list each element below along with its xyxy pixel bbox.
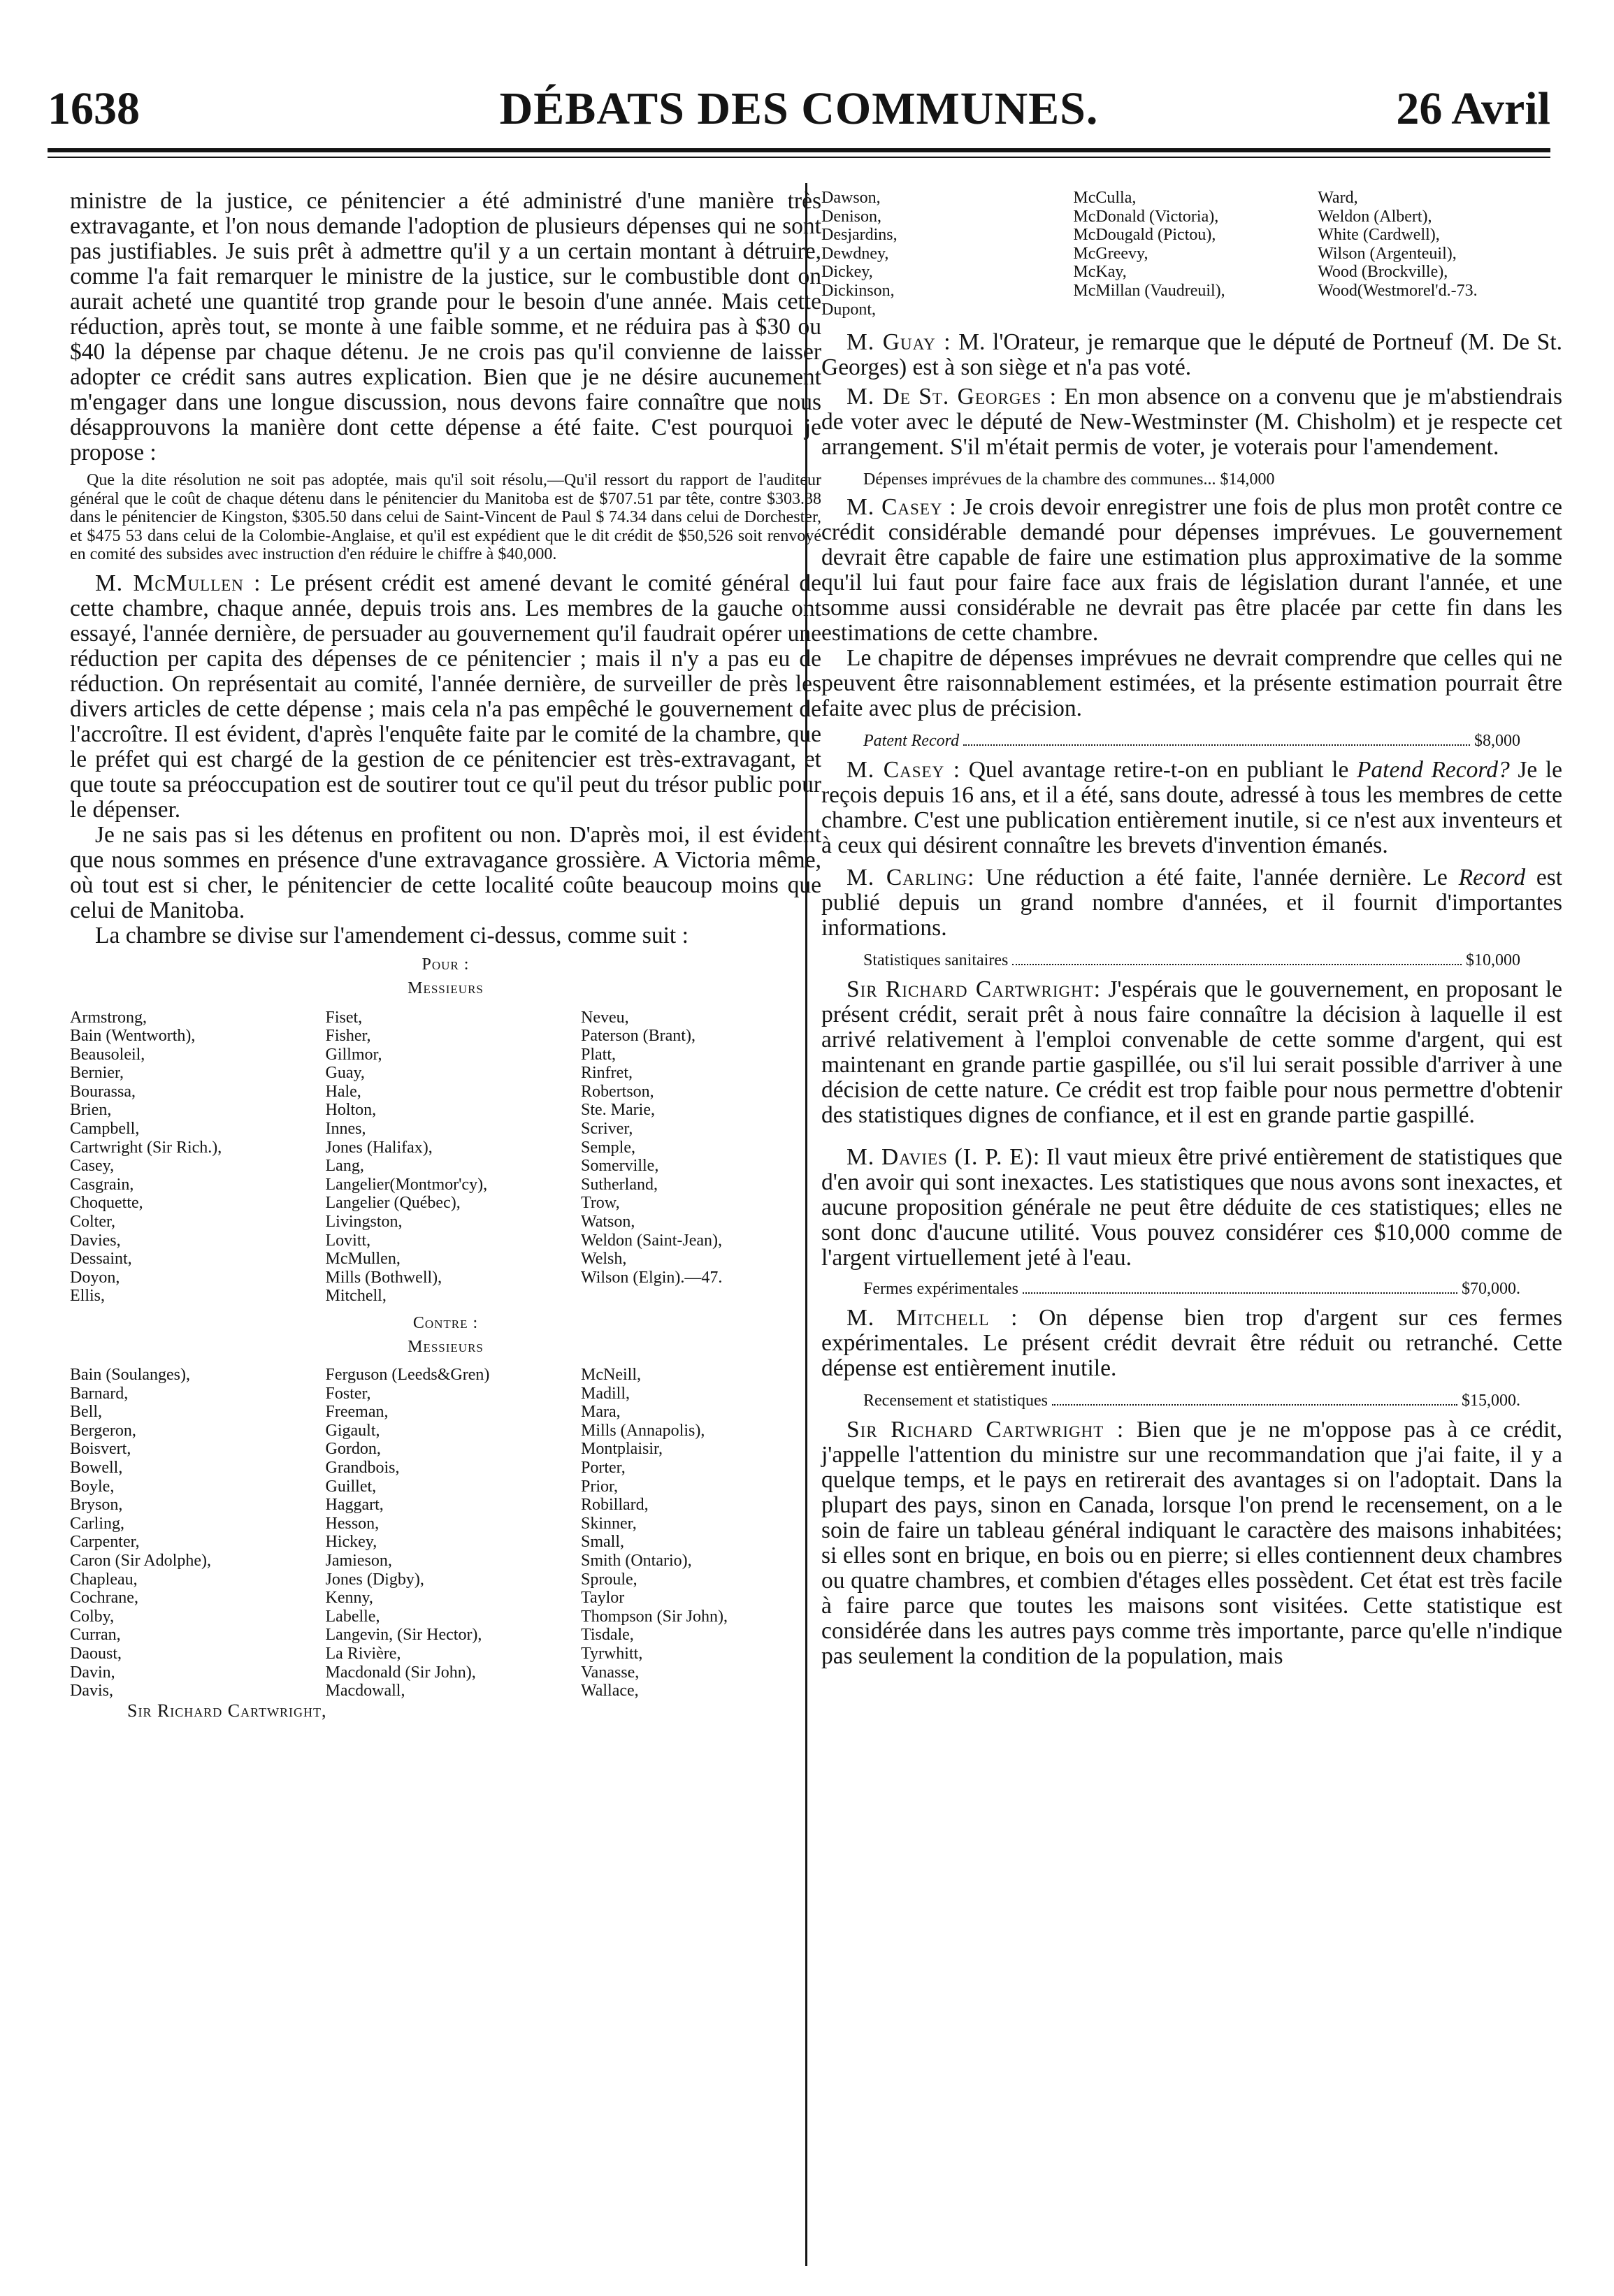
member-name: Wood (Brockville), xyxy=(1318,263,1448,282)
name-row xyxy=(70,1232,821,1250)
member-name: Brien, xyxy=(70,1101,112,1120)
member-name: Haggart, xyxy=(325,1496,384,1515)
speech xyxy=(821,1145,1562,1271)
speech xyxy=(821,758,1562,858)
paragraph: Je ne sais pas si les détenus en profitent ou non. D'après moi, il est évident que nous sommes en présence d'une extravagance grossière. A Victoria même, où tout est si cher, le pénitencier de cette localité coûte beaucoup moins que celui de Manitoba. xyxy=(70,821,821,923)
speaker-name: M. McMullen : xyxy=(95,570,261,596)
estimate-label: Statistiques sanitaires xyxy=(863,951,1009,970)
vote-list-contre xyxy=(70,1366,821,1701)
name-row xyxy=(70,1269,821,1287)
name-row xyxy=(70,1682,821,1701)
member-name: Bell, xyxy=(70,1403,102,1422)
speech xyxy=(821,495,1562,646)
speech-text: On dépense bien trop d'argent sur ces fermes expérimentales. Le présent crédit devrait être réduit ou retranché. Cette dépense est entièrement inutile. xyxy=(821,1305,1562,1382)
member-name: Boisvert, xyxy=(70,1440,131,1459)
member-name: Campbell, xyxy=(70,1120,140,1139)
publication-title: Patend Record? xyxy=(1356,757,1510,784)
vote-list-last: Sir Richard Cartwright, xyxy=(127,1700,327,1721)
member-name: White (Cardwell), xyxy=(1318,226,1440,245)
member-name: Langevin, (Sir Hector), xyxy=(325,1626,482,1645)
page-number: 1638 xyxy=(48,83,140,134)
member-name: Bain (Wentworth), xyxy=(70,1027,196,1046)
name-row xyxy=(821,226,1562,245)
speaker-name: M. Carling: xyxy=(846,865,975,891)
page-title: DÉBATS DES COMMUNES. xyxy=(499,83,1099,134)
member-name: Grandbois, xyxy=(325,1458,400,1477)
paragraph: Le chapitre de dépenses imprévues ne devrait comprendre que celles qui ne peuvent être raisonnablement estimées, et la présente estimation pourrait être faite avec plus de précision. xyxy=(821,645,1562,722)
paragraph: La chambre se divise sur l'amendement ci-dessus, comme suit : xyxy=(95,922,689,948)
member-name: McNeill, xyxy=(581,1366,641,1384)
vote-list-pour xyxy=(70,1009,821,1306)
member-name: Wilson (Argenteuil), xyxy=(1318,244,1457,263)
speech-text: Quel avantage retire-t-on en publiant le xyxy=(968,757,1349,784)
speech xyxy=(821,384,1562,460)
header-rule-thin xyxy=(48,157,1550,158)
name-row xyxy=(70,1139,821,1157)
speaker-name: Sir Richard Cartwright : xyxy=(846,1417,1125,1443)
member-name: Davin, xyxy=(70,1663,115,1682)
member-name: Lang, xyxy=(325,1157,364,1176)
member-name: Bernier, xyxy=(70,1064,124,1083)
member-name: Innes, xyxy=(325,1120,366,1139)
speech-text: Je le reçois depuis 16 ans, et il a été, sans doute, adressé à tous les membres de cette chambre. C'est une publication entièrement inutile, si ce n'est aux inventeurs et à ceux qui désirent connaître les brevets d'invention émanés. xyxy=(821,757,1563,859)
member-name: Porter, xyxy=(581,1458,626,1477)
member-name: Daoust, xyxy=(70,1644,122,1663)
estimate-amount: $14,000 xyxy=(1220,470,1275,489)
publication-title: Record xyxy=(1458,865,1526,891)
paragraph: ministre de la justice, ce pénitencier a été administré d'une manière très extravagante, et l'on nous demande l'adoption de plusieurs dépenses qui ne sont pas justifiables. Je suis prêt à admettre qu'il y a un certain montant à détruire, comme l'a fait remarquer le ministre de la justice, sur le combustible dont on aurait acheté une quantité trop grande pour le besoin d'une année. Mais cette réduction, après tout, se monte à une faible somme, et ne réduira pas à $30 ou $40 la dépense par chaque détenu. Je ne crois pas qu'il convienne de laisser adopter ce crédit sans autres explication. Bien que je ne désire aucunement m'engager dans une longue discussion, nous devons faire connaître que nous désapprouvons la manière dont cette dépense a été faite. C'est pourquoi je propose : xyxy=(70,188,821,465)
member-name: Hale, xyxy=(325,1082,361,1101)
member-name: Choquette, xyxy=(70,1194,143,1213)
speech-text: J'espérais que le gouvernement, en proposant le présent crédit, serait prêt à nous faire connaître la décision à laquelle il est arrivé relativement à l'emploi convenable de cette somme d'argent, qui est maintenant en grande partie gaspillée, ou s'il lui serait possible d'arriver à une décision de cette nature. Ce crédit est trop faible pour nous permettre d'obtenir des statistiques dignes de confiance, et il est en grande partie gaspillé. xyxy=(821,976,1563,1129)
estimate-amount: $10,000 xyxy=(1466,951,1520,970)
member-name: Holton, xyxy=(325,1101,377,1120)
member-name: Carling, xyxy=(70,1514,124,1533)
member-name: Bryson, xyxy=(70,1496,123,1515)
member-name: Scriver, xyxy=(581,1120,633,1139)
name-row xyxy=(70,1645,821,1663)
name-row xyxy=(70,1478,821,1496)
member-name: Paterson (Brant), xyxy=(581,1027,696,1046)
name-row xyxy=(70,1046,821,1064)
estimate-label: Fermes expérimentales xyxy=(863,1280,1018,1299)
member-name: Cartwright (Sir Rich.), xyxy=(70,1138,222,1157)
name-row xyxy=(70,1157,821,1176)
member-name: Bergeron, xyxy=(70,1421,136,1440)
name-row xyxy=(70,1009,821,1027)
member-name: Livingston, xyxy=(325,1213,403,1232)
member-name: Watson, xyxy=(581,1213,635,1232)
member-name: Robertson, xyxy=(581,1082,654,1101)
estimate-item xyxy=(863,468,1520,491)
member-name: Dickinson, xyxy=(821,281,895,300)
speaker-name: M. Casey : xyxy=(846,757,961,784)
left-column xyxy=(70,189,821,1721)
member-name: Macdonald (Sir John), xyxy=(325,1663,476,1682)
member-name: Ferguson (Leeds&Gren) xyxy=(325,1366,490,1384)
member-name: Gigault, xyxy=(325,1421,380,1440)
member-name: Casey, xyxy=(70,1157,115,1176)
member-name: Mara, xyxy=(581,1403,621,1422)
member-name: Sutherland, xyxy=(581,1175,658,1194)
member-name: Labelle, xyxy=(325,1607,380,1626)
vote-subheading: Messieurs xyxy=(408,979,484,997)
vote-subheading: Messieurs xyxy=(408,1338,484,1356)
speaker-name: M. Casey : xyxy=(846,494,957,521)
member-name: Smith (Ontario), xyxy=(581,1551,692,1570)
speech xyxy=(821,330,1562,380)
member-name: Ste. Marie, xyxy=(581,1101,655,1120)
speech-text: Il vaut mieux être privé entièrement de statistiques que d'en avoir qui sont inexactes. Les statistiques que nous avons sont inexactes, et aucune proposition générale ne peut être déduite de ces statistiques; elles ne sont donc d'aucune utilité. Vous pouvez considérer ces $10,000 comme de l'argent virtuellement jeté à l'eau. xyxy=(821,1144,1563,1271)
member-name: Carpenter, xyxy=(70,1533,140,1552)
name-row xyxy=(821,263,1562,282)
member-name: McCulla, xyxy=(1073,189,1137,207)
member-name: Tyrwhitt, xyxy=(581,1644,643,1663)
name-row xyxy=(70,1422,821,1441)
estimate-amount: $15,000. xyxy=(1462,1392,1520,1410)
name-row xyxy=(70,1589,821,1608)
member-name: Gordon, xyxy=(325,1440,381,1459)
member-name: Dickey, xyxy=(821,263,873,282)
member-name: Hesson, xyxy=(325,1514,380,1533)
member-name: Guillet, xyxy=(325,1477,377,1496)
member-name: Ward, xyxy=(1318,189,1358,207)
member-name: McDougald (Pictou), xyxy=(1073,226,1216,245)
member-name: Weldon (Albert), xyxy=(1318,207,1432,226)
name-row xyxy=(70,1176,821,1194)
estimate-item xyxy=(863,1389,1520,1412)
member-name: Mitchell, xyxy=(325,1287,387,1306)
name-row xyxy=(70,1515,821,1533)
right-column xyxy=(821,189,1562,1669)
estimate-amount: $70,000. xyxy=(1462,1280,1520,1299)
speaker-name: M. De St. Georges : xyxy=(846,384,1058,410)
speaker-name: Sir Richard Cartwright: xyxy=(846,976,1102,1003)
member-name: Ellis, xyxy=(70,1287,106,1306)
member-name xyxy=(581,1287,821,1306)
speaker-name: M. Mitchell : xyxy=(846,1305,1018,1331)
header-rule-thick xyxy=(48,148,1550,152)
member-name: Bowell, xyxy=(70,1458,123,1477)
speech xyxy=(821,865,1562,941)
member-name: Montplaisir, xyxy=(581,1440,663,1459)
member-name: Taylor xyxy=(581,1589,625,1608)
member-name: Jamieson, xyxy=(325,1551,392,1570)
name-row xyxy=(70,1120,821,1139)
name-row xyxy=(70,1440,821,1459)
estimate-item xyxy=(863,949,1520,972)
estimate-label: Patent Record xyxy=(863,732,960,751)
member-name: Bain (Soulanges), xyxy=(70,1366,190,1384)
member-name: Beausoleil, xyxy=(70,1045,145,1064)
member-name: Madill, xyxy=(581,1384,630,1403)
member-name: Skinner, xyxy=(581,1514,637,1533)
member-name: Thompson (Sir John), xyxy=(581,1607,728,1626)
speech-text: Une réduction a été faite, l'année dernière. Le xyxy=(986,865,1448,891)
vote-list-contre-continued xyxy=(821,189,1562,319)
speech xyxy=(821,1306,1562,1381)
estimate-label: Recensement et statistiques xyxy=(863,1392,1048,1410)
member-name: McDonald (Victoria), xyxy=(1073,207,1219,226)
member-name xyxy=(1318,301,1562,319)
name-row xyxy=(70,1385,821,1403)
member-name: Tisdale, xyxy=(581,1626,634,1645)
speech-text: M. l'Orateur, je remarque que le député de Portneuf (M. De St. Georges) est à son siège et n'a pas voté. xyxy=(821,329,1562,381)
name-row xyxy=(70,1027,821,1046)
member-name: McMillan (Vaudreuil), xyxy=(1073,281,1225,300)
speech xyxy=(821,977,1562,1128)
member-name: Dawson, xyxy=(821,189,881,207)
member-name: Langelier(Montmor'cy), xyxy=(325,1175,488,1194)
member-name: Dupont, xyxy=(821,300,876,319)
name-row xyxy=(70,1496,821,1515)
name-row xyxy=(70,1250,821,1269)
member-name: Dewdney, xyxy=(821,244,889,263)
member-name: Curran, xyxy=(70,1626,121,1645)
name-row xyxy=(821,189,1562,208)
name-row xyxy=(70,1663,821,1682)
name-row xyxy=(70,1101,821,1120)
member-name: Kenny, xyxy=(325,1589,373,1608)
member-name: Boyle, xyxy=(70,1477,115,1496)
member-name: Desjardins, xyxy=(821,226,898,245)
speech xyxy=(70,571,821,823)
speech-text: Le présent crédit est amené devant le comité général de cette chambre, chaque année, depuis trois ans. Les membres de la gauche ont essayé, l'année dernière, de persuader au gouvernement qu'il faudrait opérer une réduction per capita des dépenses de ce pénitencier ; mais il n'y a pas eu de réduction. On représentait au comité, l'année dernière, de surveiller de près les divers articles de cette dépense ; mais cela n'a pas empêché le gouvernement de l'accroître. Il est évident, d'après l'enquête faite par le comité de la chambre, que le préfet qui est chargé de la gestion de ce pénitencier est très-extravagant, et que toute sa préoccupation est de soutirer tout ce qu'il peut du trésor public pour le dépenser. xyxy=(70,570,821,823)
member-name: Wallace, xyxy=(581,1682,639,1701)
member-name: Barnard, xyxy=(70,1384,129,1403)
leader-dots xyxy=(1012,949,1462,965)
name-row xyxy=(70,1064,821,1083)
member-name: Casgrain, xyxy=(70,1175,134,1194)
member-name: Trow, xyxy=(581,1194,620,1213)
member-name: Robillard, xyxy=(581,1496,649,1515)
member-name: Armstrong, xyxy=(70,1008,147,1027)
member-name: Prior, xyxy=(581,1477,619,1496)
member-name: La Rivière, xyxy=(325,1644,401,1663)
member-name: McMullen, xyxy=(325,1250,401,1269)
page-date: 26 Avril xyxy=(1396,83,1550,134)
member-name: Weldon (Saint-Jean), xyxy=(581,1231,723,1250)
name-row xyxy=(70,1571,821,1589)
motion-text: Que la dite résolution ne soit pas adoptée, mais qu'il soit résolu,—Qu'il ressort du rapport de l'auditeur général que le coût de chaque détenu dans le pénitencier du Manitoba est de $707.51 par tête, contre $303.38 dans le pénitencier de Kingston, $305.50 dans celui de Saint-Vincent de Paul $ 74.34 dans celui de Dorchester, et $475 53 dans celui de la Colombie-Anglaise, et qu'il est expédient que le dit crédit de $50,526 soit renvoyé en comité des subsides avec instruction d'en réduire le chiffre à $40,000. xyxy=(70,471,821,563)
estimate-label: Dépenses imprévues de la chambre des communes... xyxy=(863,470,1216,489)
member-name: Caron (Sir Adolphe), xyxy=(70,1551,211,1570)
vote-heading-contre: Contre : xyxy=(412,1314,479,1332)
speaker-name: M. Davies (I. P. E): xyxy=(846,1144,1041,1171)
name-row xyxy=(70,1083,821,1102)
name-row xyxy=(70,1626,821,1645)
leader-dots xyxy=(963,730,1470,746)
member-name: Fiset, xyxy=(325,1008,363,1027)
member-name: Colter, xyxy=(70,1213,116,1232)
speech-text: est publié depuis un grand nombre d'années, et il fournit d'importantes informations. xyxy=(821,865,1563,941)
member-name: McKay, xyxy=(1073,263,1127,282)
member-name: Gillmor, xyxy=(325,1045,382,1064)
member-name: Wilson (Elgin).—47. xyxy=(581,1268,723,1287)
member-name: Wood(Westmorel'd.-73. xyxy=(1318,281,1478,300)
speech-text: Bien que je ne m'oppose pas à ce crédit, j'appelle l'attention du ministre sur une recommandation que j'ai faite, il y a quelque temps, et le pays en retirerait des avantages si on l'adoptait. Dans la plupart des pays, sinon en Canada, lorsque l'on prend le recensement, on a le soin de faire un tableau général indiquant le caractère des maisons inhabitées; si elles sont en brique, en bois ou en pierre; si elles contiennent deux chambres ou quatre chambres, et combien d'étages elles possèdent. Cet état est très facile à faire parce que toutes les maisons sont visitées. Cette statistique est considérée dans les autres pays comme très importante, parce qu'elle n'indique pas seulement la condition de la population, mais xyxy=(821,1417,1562,1670)
speech xyxy=(821,1417,1562,1669)
leader-dots xyxy=(1052,1389,1457,1406)
member-name: Colby, xyxy=(70,1607,115,1626)
name-row xyxy=(821,245,1562,263)
name-row xyxy=(70,1533,821,1552)
member-name: Bourassa, xyxy=(70,1082,136,1101)
member-name: Cochrane, xyxy=(70,1589,138,1608)
member-name: Macdowall, xyxy=(325,1682,405,1701)
name-row xyxy=(70,1403,821,1422)
member-name: Freeman, xyxy=(325,1403,389,1422)
member-name: Davis, xyxy=(70,1682,113,1701)
member-name: Mills (Annapolis), xyxy=(581,1421,705,1440)
member-name: Mills (Bothwell), xyxy=(325,1268,442,1287)
member-name: Lovitt, xyxy=(325,1231,371,1250)
name-row xyxy=(821,282,1562,301)
member-name: Davies, xyxy=(70,1231,121,1250)
member-name: Doyon, xyxy=(70,1268,120,1287)
estimate-amount: $8,000 xyxy=(1474,732,1520,751)
member-name: Somerville, xyxy=(581,1157,659,1176)
member-name: Fisher, xyxy=(325,1027,371,1046)
member-name: Semple, xyxy=(581,1138,635,1157)
member-name: Welsh, xyxy=(581,1250,627,1269)
name-row xyxy=(70,1608,821,1626)
member-name: McGreevy, xyxy=(1073,244,1148,263)
member-name: Denison, xyxy=(821,207,881,226)
member-name: Small, xyxy=(581,1533,625,1552)
name-row xyxy=(70,1459,821,1478)
name-row xyxy=(70,1287,821,1306)
member-name: Hickey, xyxy=(325,1533,377,1552)
name-row xyxy=(70,1366,821,1385)
member-name: Guay, xyxy=(325,1064,365,1083)
leader-dots xyxy=(1023,1278,1457,1294)
member-name: Neveu, xyxy=(581,1008,629,1027)
name-row xyxy=(821,208,1562,226)
member-name: Vanasse, xyxy=(581,1663,640,1682)
name-row xyxy=(70,1552,821,1571)
member-name: Chapleau, xyxy=(70,1570,138,1589)
estimate-item xyxy=(863,730,1520,752)
name-row xyxy=(70,1213,821,1232)
member-name xyxy=(1073,301,1318,319)
speech-text: En mon absence on a convenu que je m'abstiendrais de voter avec le député de New-Westminster (M. Chisholm) et je respecte cet arrangement. S'il m'était permis de voter, je voterais pour l'amendement. xyxy=(821,384,1562,461)
estimate-item xyxy=(863,1278,1520,1300)
member-name: Jones (Digby), xyxy=(325,1570,424,1589)
member-name: Rinfret, xyxy=(581,1064,633,1083)
speaker-name: M. Guay : xyxy=(846,329,951,356)
member-name: Dessaint, xyxy=(70,1250,132,1269)
member-name: Jones (Halifax), xyxy=(325,1138,433,1157)
name-row xyxy=(821,301,1562,319)
name-row xyxy=(70,1194,821,1213)
member-name: Foster, xyxy=(325,1384,371,1403)
member-name: Sproule, xyxy=(581,1570,637,1589)
member-name: Platt, xyxy=(581,1045,617,1064)
speech-text: Je crois devoir enregistrer une fois de plus mon protêt contre ce crédit considérable demandé pour dépenses imprévues. Le gouvernement devrait être capable de faire une estimation plus approximative de la somme qu'il lui faut pour faire face aux frais de législation durant l'année, et une somme aussi considérable ne devrait pas être placée par cette fin dans les estimations de cette chambre. xyxy=(821,494,1563,647)
vote-heading-pour: Pour : xyxy=(421,955,470,974)
member-name: Langelier (Québec), xyxy=(325,1194,461,1213)
page-header xyxy=(48,82,1550,145)
